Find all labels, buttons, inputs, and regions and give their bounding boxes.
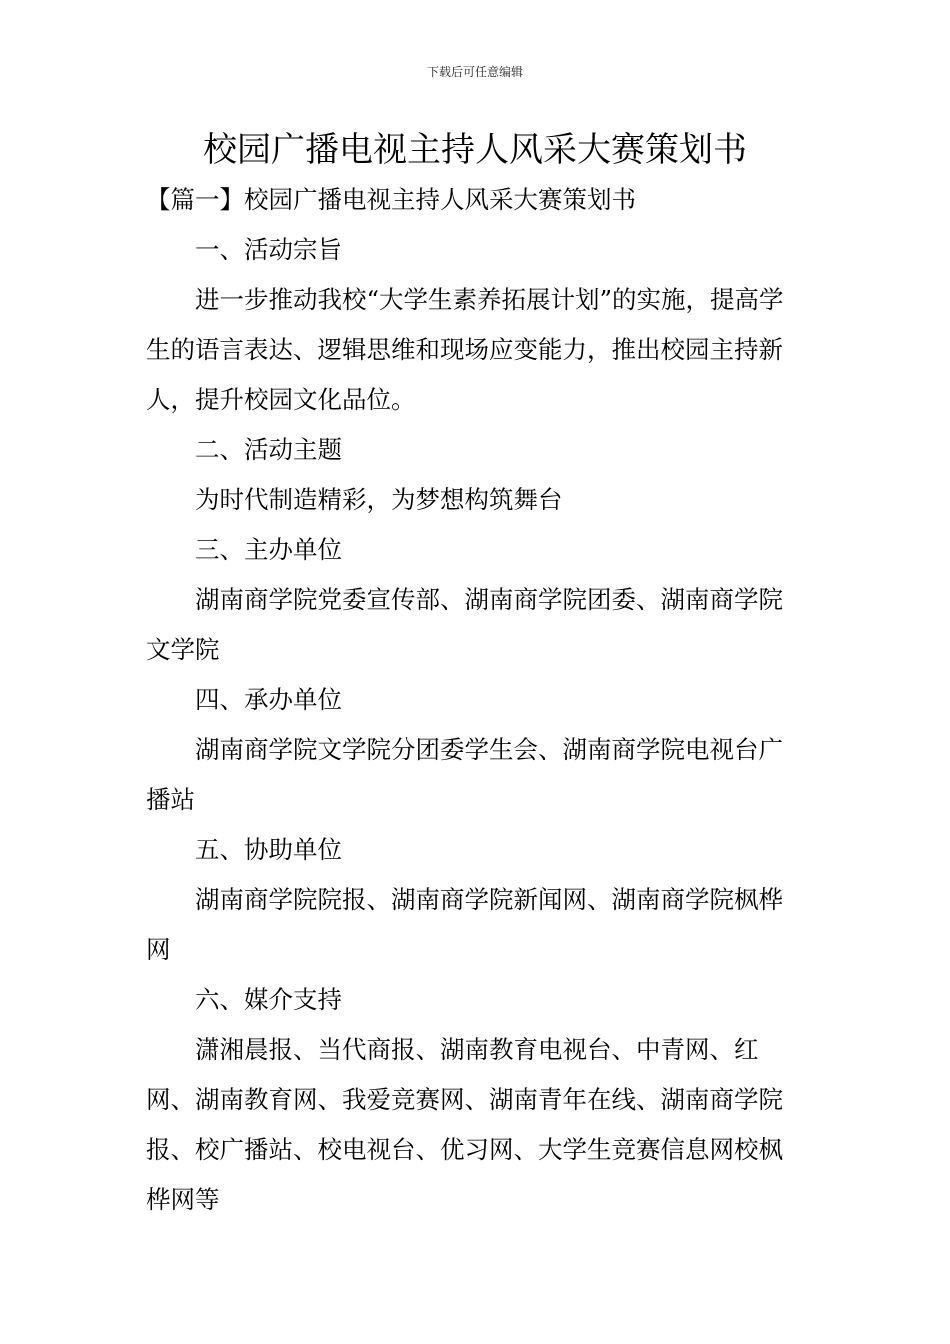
heading-host-unit: 四、承办单位 [195,685,342,714]
document-title: 校园广播电视主持人风采大赛策划书 [203,130,747,170]
text-assisting-unit: 湖南商学院院报、湖南商学院新闻网、湖南商学院枫桦网 [146,885,783,964]
heading-activity-theme: 二、活动主题 [195,435,342,464]
heading-organizer: 三、主办单位 [195,535,342,564]
document-body [146,175,806,1225]
page-header-note: 下载后可任意编辑 [426,65,523,79]
text-activity-purpose: 进一步推动我校“大学生素养拓展计划”的实施，提高学生的语言表达、逻辑思维和现场应变能力，推出校园主持新人，提升校园文化品位。 [146,285,784,414]
heading-media-support: 六、媒介支持 [195,985,342,1014]
heading-activity-purpose: 一、活动宗旨 [195,235,342,264]
section-heading-part-one: 【篇一】校园广播电视主持人风采大赛策划书 [146,185,636,214]
heading-assisting-unit: 五、协助单位 [195,835,342,864]
text-organizer: 湖南商学院党委宣传部、湖南商学院团委、湖南商学院文学院 [146,585,783,664]
text-activity-theme: 为时代制造精彩，为梦想构筑舞台 [195,485,563,514]
text-media-support: 潇湘晨报、当代商报、湖南教育电视台、中青网、红网、湖南教育网、我爱竞赛网、湖南青年在线、湖南商学院报、校广播站、校电视台、优习网、大学生竞赛信息网校枫桦网等 [146,1035,783,1214]
text-host-unit: 湖南商学院文学院分团委学生会、湖南商学院电视台广播站 [146,735,783,814]
